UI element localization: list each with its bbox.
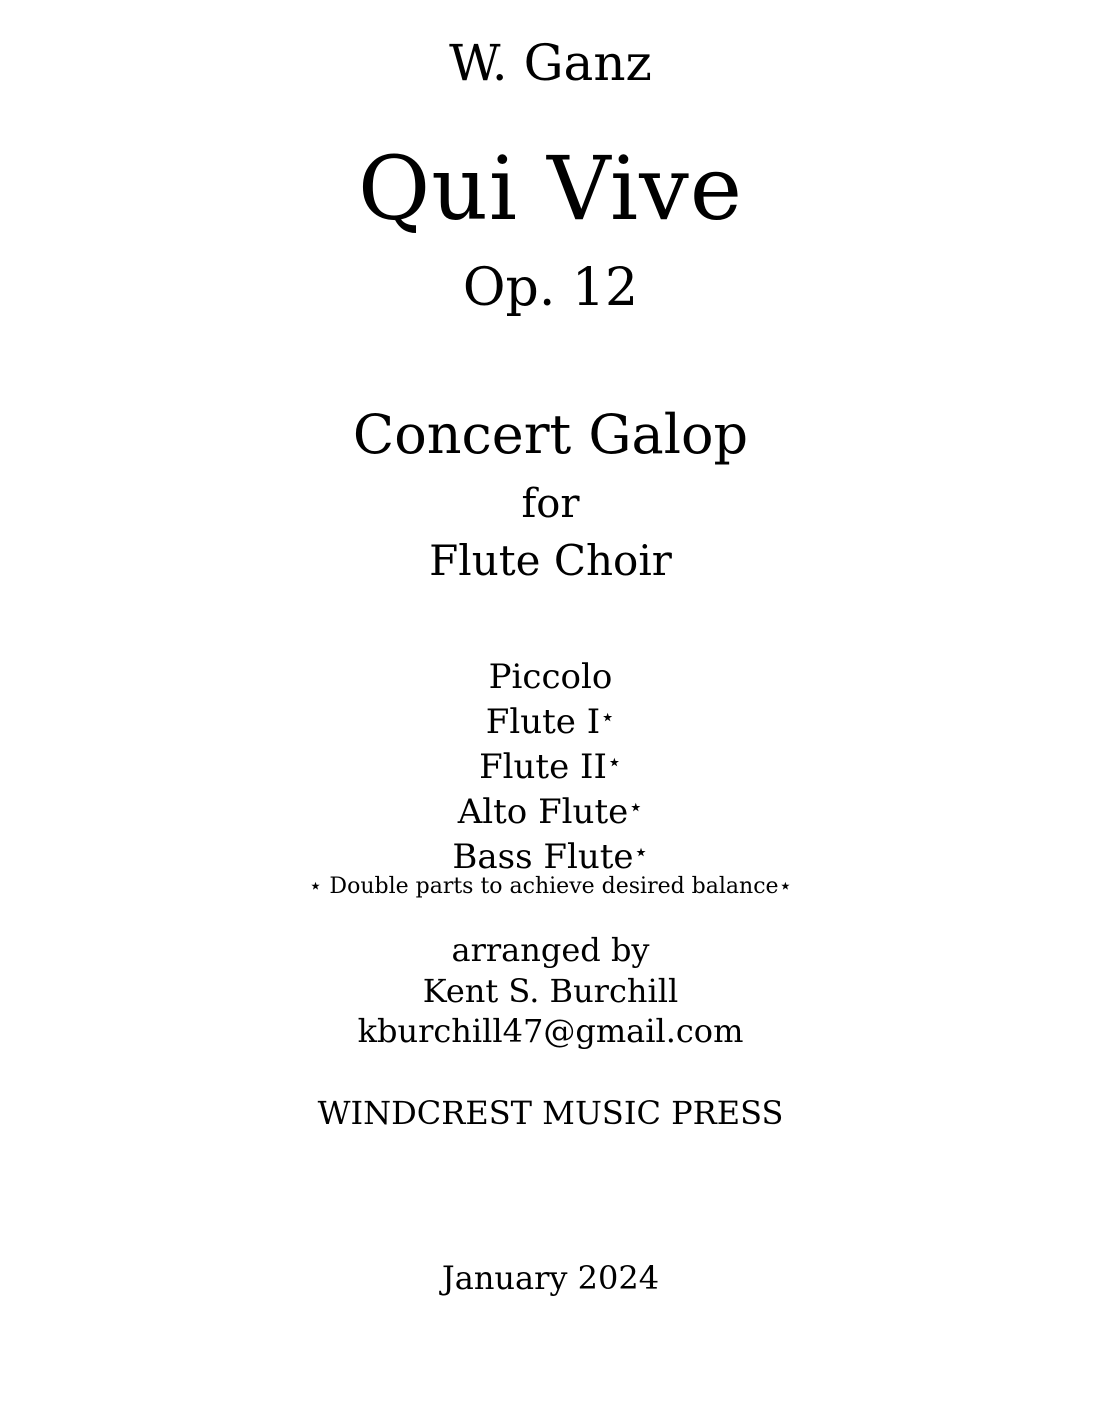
- instrument-name: Alto Flute: [457, 792, 629, 832]
- instrument-list: [0, 650, 1101, 875]
- opus-number: Op. 12: [462, 258, 639, 318]
- arranger-email: kburchill47@gmail.com: [357, 1012, 744, 1050]
- instrument-item: [0, 740, 1101, 785]
- arranger-name: Kent S. Burchill: [422, 972, 679, 1010]
- publication-date: January 2024: [441, 1259, 660, 1297]
- star-mark: ⋆: [600, 703, 616, 731]
- ensemble-name: Flute Choir: [429, 536, 672, 585]
- instrument-item: [0, 695, 1101, 740]
- publisher-name: WINDCREST MUSIC PRESS: [317, 1094, 784, 1132]
- instrument-name: Piccolo: [488, 657, 613, 697]
- instrument-name: Flute II: [479, 747, 607, 787]
- genre-heading: Concert Galop: [352, 403, 749, 466]
- instrument-item: [0, 785, 1101, 830]
- piece-title: Qui Vive: [358, 137, 743, 240]
- instrument-name: Flute I: [485, 702, 601, 742]
- instrument-name: Bass Flute: [452, 837, 634, 877]
- star-mark: ⋆: [633, 838, 649, 866]
- instrument-item: [0, 650, 1101, 695]
- doubling-footnote: ⋆ Double parts to achieve desired balance⋆: [308, 874, 793, 899]
- instrument-item: [0, 830, 1101, 875]
- arranged-by-label: arranged by: [451, 931, 650, 969]
- star-mark: ⋆: [606, 748, 622, 776]
- composer-name: W. Ganz: [449, 34, 652, 92]
- star-mark: ⋆: [628, 793, 644, 821]
- for-label: for: [521, 481, 580, 527]
